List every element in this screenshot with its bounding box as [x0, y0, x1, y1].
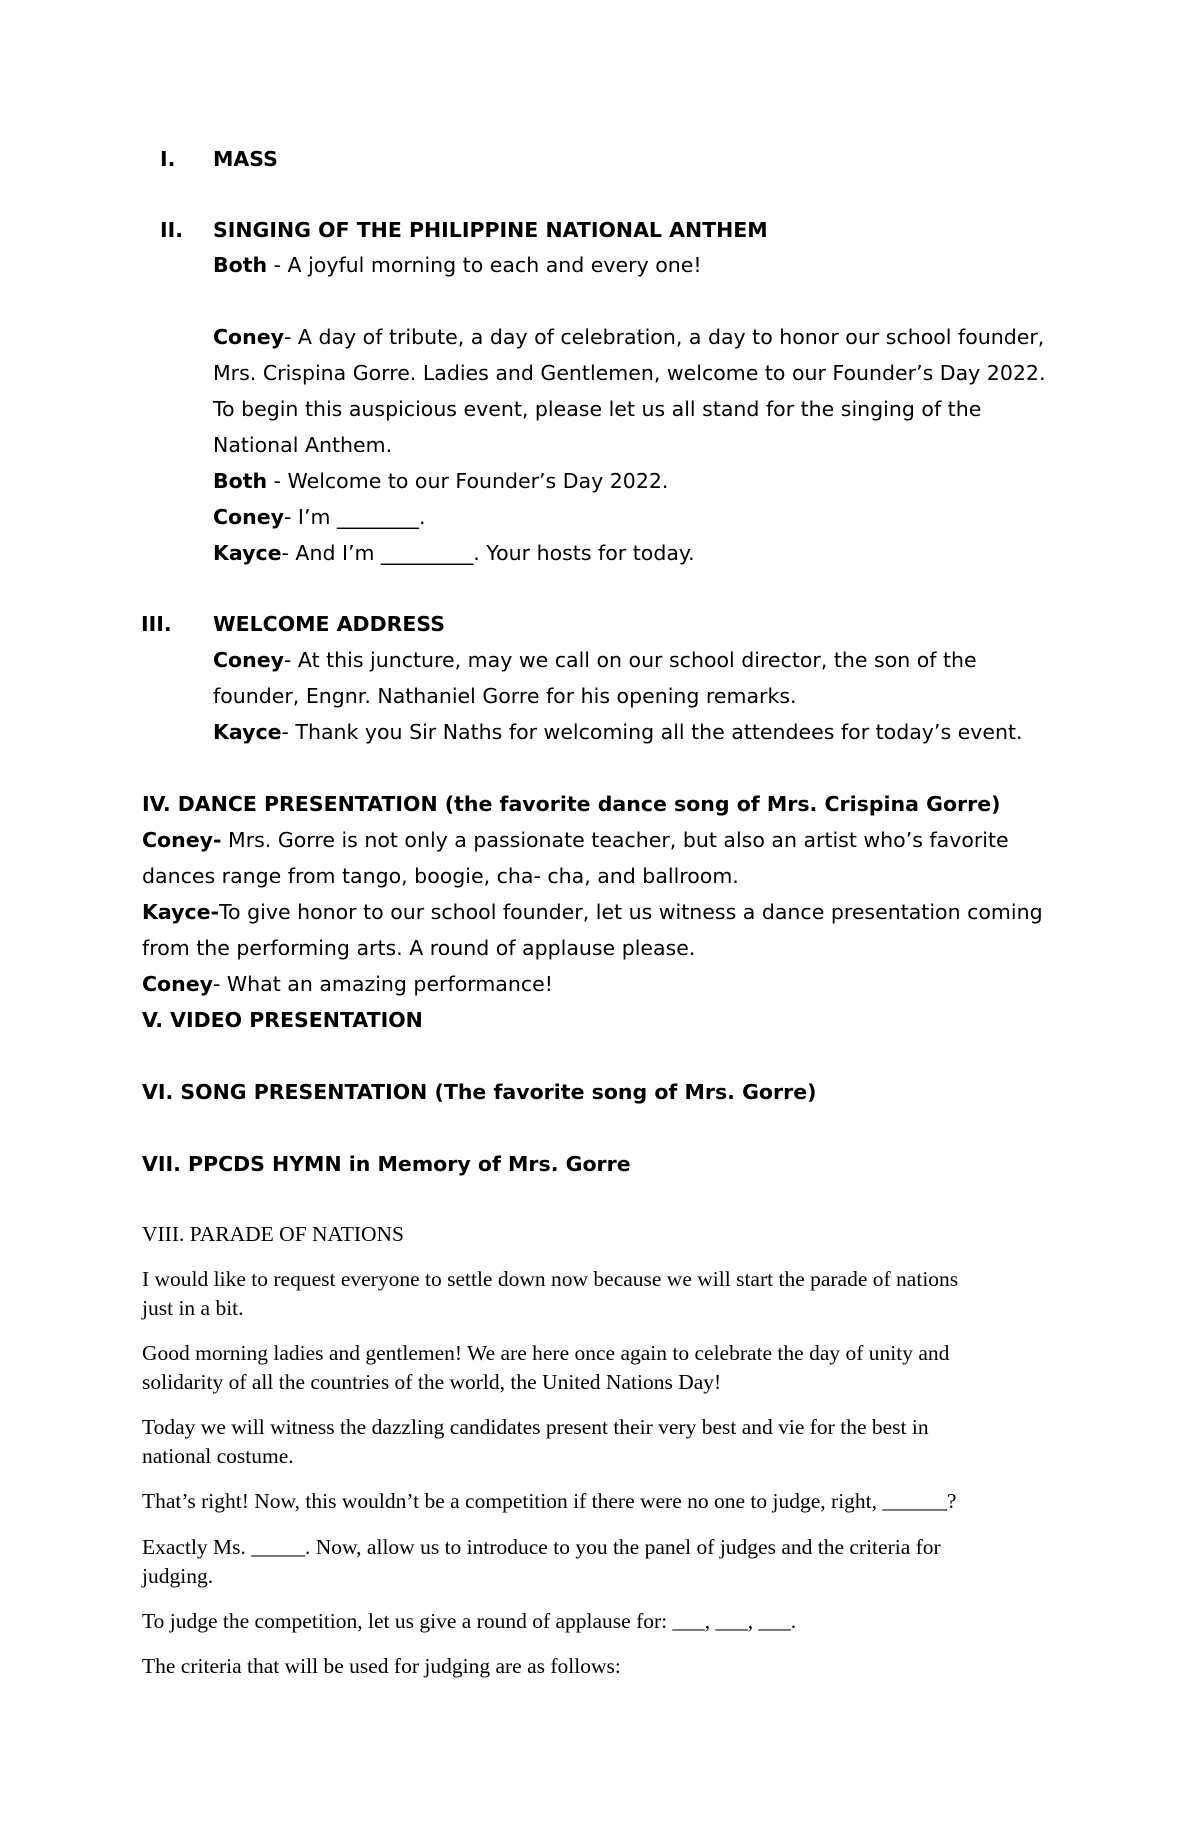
script-line: [213, 361, 1045, 385]
speaker-label: Coney-: [142, 828, 222, 852]
line-text: To begin this auspicious event, please let us all stand for the singing of the: [213, 397, 982, 421]
script-line: [213, 684, 797, 708]
script-line: [213, 325, 1044, 349]
line-text: Mrs. Crispina Gorre. Ladies and Gentlemen, welcome to our Founder’s Day 2022.: [213, 361, 1046, 385]
line-text: - At this juncture, may we call on our school director, the son of the: [284, 648, 977, 672]
line-text: - Thank you Sir Naths for welcoming all the attendees for today’s event.: [281, 720, 1023, 744]
script-line: [213, 433, 392, 457]
section-title: V. VIDEO PRESENTATION: [142, 1008, 423, 1032]
section-number: I.: [160, 147, 176, 171]
line-text: Mrs. Gorre is not only a passionate teacher, but also an artist who’s favorite: [221, 828, 1009, 852]
line-text: To give honor to our school founder, let us witness a dance presentation coming: [219, 900, 1043, 924]
speaker-label: Both: [213, 469, 268, 493]
section-number: II.: [160, 218, 184, 242]
paragraph-line: judging.: [142, 1564, 214, 1588]
speaker-label: Coney: [213, 505, 284, 529]
script-line: [142, 864, 739, 888]
line-text: - I’m ________.: [284, 505, 426, 529]
script-line: [213, 469, 668, 493]
paragraph-line: Today we will witness the dazzling candidates present their very best and vie for the best in: [142, 1415, 929, 1439]
paragraph-line: Exactly Ms. _____. Now, allow us to introduce to you the panel of judges and the criteria for: [142, 1535, 941, 1559]
paragraph-line: solidarity of all the countries of the world, the United Nations Day!: [142, 1370, 722, 1394]
section-title: IV. DANCE PRESENTATION (the favorite dance song of Mrs. Crispina Gorre): [142, 792, 1001, 816]
section-title: VII. PPCDS HYMN in Memory of Mrs. Gorre: [142, 1152, 631, 1176]
paragraph-line: national costume.: [142, 1444, 294, 1468]
section-title: SINGING OF THE PHILIPPINE NATIONAL ANTHEM: [213, 218, 768, 242]
line-text: - A joyful morning to each and every one!: [267, 253, 702, 277]
line-text: from the performing arts. A round of applause please.: [142, 936, 696, 960]
speaker-label: Both: [213, 253, 268, 277]
paragraph-line: The criteria that will be used for judging are as follows:: [142, 1654, 621, 1678]
paragraph-line: I would like to request everyone to settle down now because we will start the parade of nations: [142, 1267, 959, 1291]
speaker-label: Kayce: [213, 720, 282, 744]
speaker-label: Kayce-: [142, 900, 220, 924]
paragraph-line: To judge the competition, let us give a round of applause for: ___, ___, ___.: [142, 1609, 797, 1633]
section-number: III.: [141, 612, 172, 636]
line-text: - Welcome to our Founder’s Day 2022.: [267, 469, 669, 493]
paragraph-line: That’s right! Now, this wouldn’t be a competition if there were no one to judge, right, ______?: [142, 1489, 957, 1513]
speaker-label: Coney: [213, 325, 284, 349]
script-line: [142, 972, 553, 996]
script-line: [213, 397, 981, 421]
line-text: - And I’m _________. Your hosts for today.: [281, 541, 695, 565]
line-text: - A day of tribute, a day of celebration, a day to honor our school founder,: [284, 325, 1045, 349]
line-text: dances range from tango, boogie, cha- cha, and ballroom.: [142, 864, 739, 888]
speaker-label: Coney: [142, 972, 213, 996]
script-line: [213, 648, 977, 672]
script-line: [213, 505, 425, 529]
section-title: WELCOME ADDRESS: [213, 612, 445, 636]
line-text: founder, Engnr. Nathaniel Gorre for his opening remarks.: [213, 684, 797, 708]
line-text: - What an amazing performance!: [213, 972, 553, 996]
section-title: MASS: [213, 147, 278, 171]
speaker-label: Kayce: [213, 541, 282, 565]
paragraph-line: just in a bit.: [142, 1296, 244, 1320]
section-title: VIII. PARADE OF NATIONS: [142, 1222, 404, 1246]
speaker-label: Coney: [213, 648, 284, 672]
script-line: [142, 900, 1043, 924]
script-line: [142, 828, 1009, 852]
script-line: [213, 720, 1023, 744]
script-line: [213, 541, 695, 565]
section-title: VI. SONG PRESENTATION (The favorite song of Mrs. Gorre): [142, 1080, 817, 1104]
paragraph-line: Good morning ladies and gentlemen! We are here once again to celebrate the day of unity and: [142, 1341, 950, 1365]
script-line: [142, 936, 695, 960]
line-text: National Anthem.: [213, 433, 393, 457]
script-line: [213, 253, 702, 277]
